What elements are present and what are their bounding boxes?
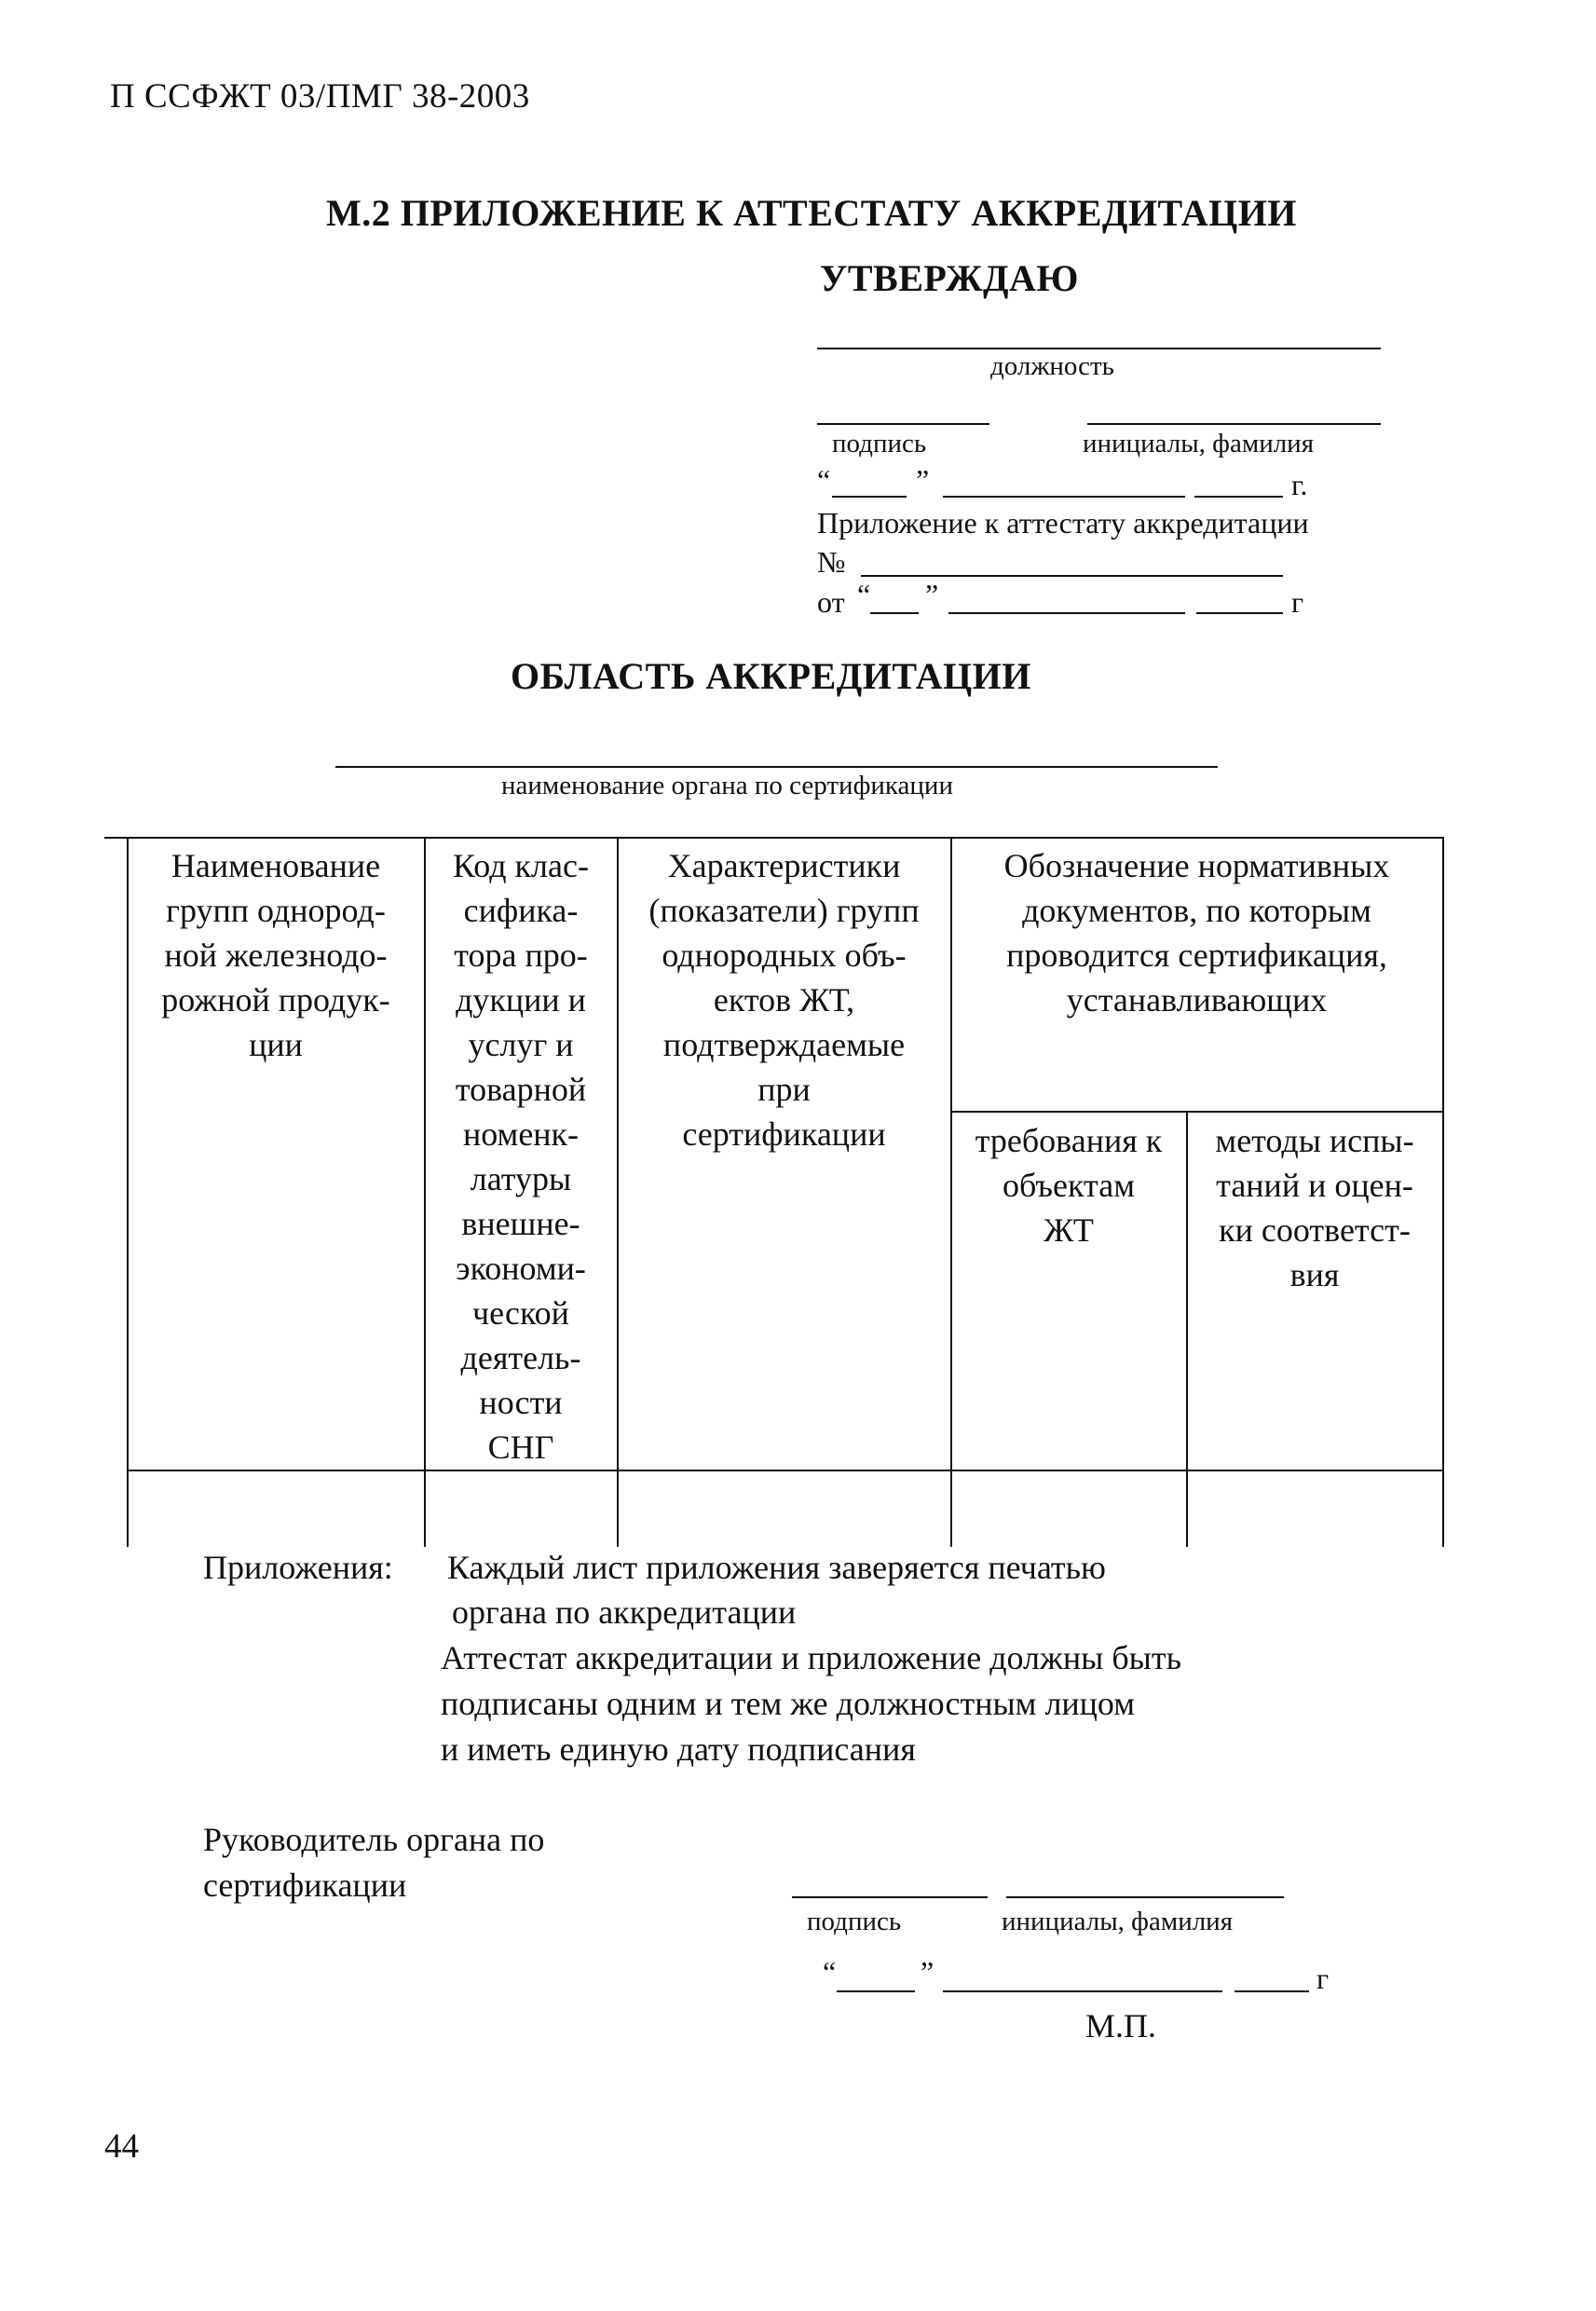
number-sign: № xyxy=(817,545,846,579)
from-open-quote: “ xyxy=(857,578,871,611)
notes-line: органа по аккредитации xyxy=(452,1593,797,1631)
body-caption: наименование органа по сертификации xyxy=(501,771,953,800)
col-divider xyxy=(617,837,619,1547)
name-caption: инициалы, фамилия xyxy=(1002,1907,1234,1936)
header-normative-docs: Обозначение нормативных документов, по которым проводится сертификация, устанавливающих xyxy=(1003,847,1390,1019)
position-line xyxy=(817,348,1381,349)
header-test-methods: методы испы- таний и оцен- ки соответст- вия xyxy=(1215,1122,1414,1293)
number-line xyxy=(861,575,1283,577)
date-close-quote: ” xyxy=(916,463,930,497)
appendix-title: М.2 ПРИЛОЖЕНИЕ К АТТЕСТАТУ АККРЕДИТАЦИИ xyxy=(326,192,1297,234)
page-number: 44 xyxy=(104,2127,139,2166)
approve-title: УТВЕРЖДАЮ xyxy=(820,257,1079,299)
from-month-line xyxy=(948,612,1185,614)
table-right-border xyxy=(1442,837,1444,1547)
head-title-line: Руководитель органа по xyxy=(203,1821,545,1858)
annex-caption: Приложение к аттестату аккредитации xyxy=(817,506,1309,540)
from-year-line xyxy=(1196,612,1283,614)
col-divider xyxy=(424,837,426,1547)
month-line xyxy=(943,496,1185,498)
year-suffix: г. xyxy=(1291,468,1308,501)
head-title-line: сертификации xyxy=(203,1867,407,1904)
body-name-line xyxy=(335,766,1218,768)
col-divider xyxy=(1186,1111,1188,1547)
from-label: от xyxy=(817,585,845,619)
name-line xyxy=(1087,423,1381,425)
from-year-suffix: г xyxy=(1291,585,1304,619)
scope-title: ОБЛАСТЬ АККРЕДИТАЦИИ xyxy=(511,655,1031,697)
document-code: П ССФЖТ 03/ПМГ 38-2003 xyxy=(110,77,530,116)
year-line xyxy=(1194,496,1283,498)
notes-line: Аттестат аккредитации и приложение должны быть xyxy=(441,1639,1182,1676)
notes-line: и иметь единую дату подписания xyxy=(441,1730,916,1768)
date-close-quote: ” xyxy=(921,1955,934,1989)
header-product-groups: Наименование групп однород- ной железнодо- рожной продук- ции xyxy=(161,847,390,1063)
table-top-border xyxy=(104,837,1444,839)
notes-line: Каждый лист приложения заверяется печатью xyxy=(447,1549,1106,1586)
name-line xyxy=(1006,1896,1284,1898)
header-requirements: требования к объектам ЖТ xyxy=(975,1122,1163,1249)
name-caption: инициалы, фамилия xyxy=(1083,429,1315,458)
notes-label: Приложения: xyxy=(203,1549,393,1586)
signature-caption: подпись xyxy=(807,1907,902,1936)
table-left-border xyxy=(127,837,129,1547)
header-classifier-code: Код клас- сифика- тора про- дукции и услуг и товарной номенк- латуры внешне- экономи- ческой деятель- ности СНГ xyxy=(453,847,589,1466)
signature-line xyxy=(817,423,989,425)
from-close-quote: ” xyxy=(925,578,939,611)
date-open-quote: “ xyxy=(823,1955,837,1989)
position-caption: должность xyxy=(990,351,1114,381)
stamp-place: М.П. xyxy=(1085,2007,1157,2044)
day-line xyxy=(832,496,907,498)
signature-line xyxy=(792,1896,988,1898)
year-suffix: г xyxy=(1316,1962,1330,1995)
notes-line: подписаны одним и тем же должностным лицом xyxy=(441,1685,1136,1722)
year-line xyxy=(1235,1990,1309,1992)
day-line xyxy=(837,1990,915,1992)
header-bottom-line xyxy=(127,1470,1444,1471)
from-day-line xyxy=(870,612,919,614)
month-line xyxy=(943,1990,1222,1992)
date-open-quote: “ xyxy=(817,463,831,497)
header-characteristics: Характеристики (показатели) групп однородных объ- ектов ЖТ, подтверждаемые при сертификации xyxy=(648,847,920,1153)
subheader-line xyxy=(950,1111,1444,1113)
signature-caption: подпись xyxy=(832,429,927,458)
col-divider xyxy=(950,837,952,1547)
